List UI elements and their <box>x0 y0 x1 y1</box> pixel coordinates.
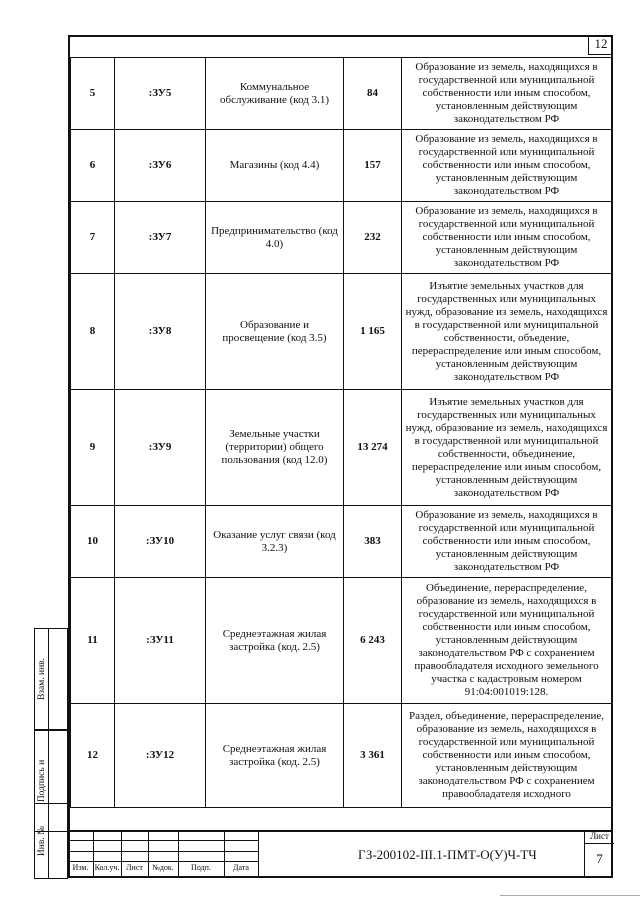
permitted-use: Среднеэтажная жилая застройка (код. 2.5) <box>206 704 344 808</box>
permitted-use: Оказание услуг связи (код 3.2.3) <box>206 506 344 578</box>
table-row <box>71 58 612 130</box>
plot-area: 157 <box>344 130 402 202</box>
scan-edge-line <box>500 895 640 896</box>
permitted-use: Магазины (код 4.4) <box>206 130 344 202</box>
stamp-header-data: Дата <box>233 863 249 872</box>
side-label-podpis: Подпись и <box>36 759 47 803</box>
page-number: 12 <box>588 35 613 55</box>
plot-code: :ЗУ12 <box>115 704 206 808</box>
document-code: ГЗ-200102-III.1-ПМТ-О(У)Ч-ТЧ <box>358 847 537 862</box>
table-row <box>71 506 612 578</box>
side-field-vzam <box>34 628 68 730</box>
permitted-use: Коммунальное обслуживание (код 3.1) <box>206 58 344 130</box>
permitted-use: Предпринимательство (код 4.0) <box>206 202 344 274</box>
table-row <box>71 390 612 506</box>
side-label-inv: Инв. № <box>36 825 47 857</box>
plot-area: 13 274 <box>344 390 402 506</box>
plot-area: 383 <box>344 506 402 578</box>
land-plots-table <box>70 57 612 808</box>
plot-code: :ЗУ11 <box>115 578 206 704</box>
row-number: 11 <box>71 578 115 704</box>
row-number: 10 <box>71 506 115 578</box>
stamp-header-podp: Подп. <box>191 863 211 872</box>
permitted-use: Среднеэтажная жилая застройка (код. 2.5) <box>206 578 344 704</box>
stamp-header-izm: Изм. <box>72 863 89 872</box>
row-number: 9 <box>71 390 115 506</box>
row-number: 6 <box>71 130 115 202</box>
plot-area: 6 243 <box>344 578 402 704</box>
stamp-header-koluch: Кол.уч. <box>94 863 120 872</box>
row-number: 12 <box>71 704 115 808</box>
plot-code: :ЗУ5 <box>115 58 206 130</box>
sheet-box <box>584 830 614 878</box>
formation-method: Изъятие земельных участков для государственных или муниципальных нужд, образование из земель, находящихся в государственной или муниципальной собственности, объедение, перераспределение или иным способом, установленным действующим законодательством РФ <box>402 274 612 390</box>
side-label-vzam: Взам. инв. <box>36 657 47 701</box>
row-number: 7 <box>71 202 115 274</box>
permitted-use: Образование и просвещение (код 3.5) <box>206 274 344 390</box>
formation-method: Объединение, перераспределение, образование из земель, находящихся в государственной или муниципальной собственности или иным способом, установленным действующим законодательством РФ с сохранением правообладателя исходного земельного участка с кадастровым номером 91:04:001019:128. <box>402 578 612 704</box>
table-row <box>71 202 612 274</box>
formation-method: Образование из земель, находящихся в государственной или муниципальной собственности или иным способом, установленным действующим законодательством РФ <box>402 58 612 130</box>
table-row <box>71 704 612 808</box>
side-field-inv <box>34 803 68 879</box>
formation-method: Образование из земель, находящихся в государственной или муниципальной собственности или иным способом, установленным действующим законодательством РФ <box>402 130 612 202</box>
plot-area: 1 165 <box>344 274 402 390</box>
plot-area: 84 <box>344 58 402 130</box>
title-block <box>68 830 613 878</box>
plot-code: :ЗУ10 <box>115 506 206 578</box>
table-row <box>71 130 612 202</box>
plot-code: :ЗУ9 <box>115 390 206 506</box>
row-number: 5 <box>71 58 115 130</box>
plot-area: 3 361 <box>344 704 402 808</box>
permitted-use: Земельные участки (территории) общего пользования (код 12.0) <box>206 390 344 506</box>
table-row <box>71 274 612 390</box>
formation-method: Раздел, объединение, перераспределение, образование из земель, находящихся в государственной или муниципальной собственности или иным способом, установленным действующим законодательством РФ с сохранением правообладателя исходного <box>402 704 612 808</box>
plot-code: :ЗУ6 <box>115 130 206 202</box>
table-row <box>71 578 612 704</box>
plot-code: :ЗУ8 <box>115 274 206 390</box>
formation-method: Образование из земель, находящихся в государственной или муниципальной собственности или иным способом, установленным действующим законодательством РФ <box>402 506 612 578</box>
formation-method: Образование из земель, находящихся в государственной или муниципальной собственности или иным способом, установленным действующим законодательством РФ <box>402 202 612 274</box>
sheet-number: 7 <box>596 851 603 866</box>
row-number: 8 <box>71 274 115 390</box>
sheet-label: Лист <box>585 830 614 844</box>
plot-area: 232 <box>344 202 402 274</box>
formation-method: Изъятие земельных участков для государственных или муниципальных нужд, образование из земель, находящихся в государственной или муниципальной собственности, объединение, перераспределение или иным способом, установленным действующим законодательством РФ <box>402 390 612 506</box>
plot-code: :ЗУ7 <box>115 202 206 274</box>
stamp-header-ndok: №док. <box>152 863 174 872</box>
stamp-header-list: Лист <box>126 863 143 872</box>
